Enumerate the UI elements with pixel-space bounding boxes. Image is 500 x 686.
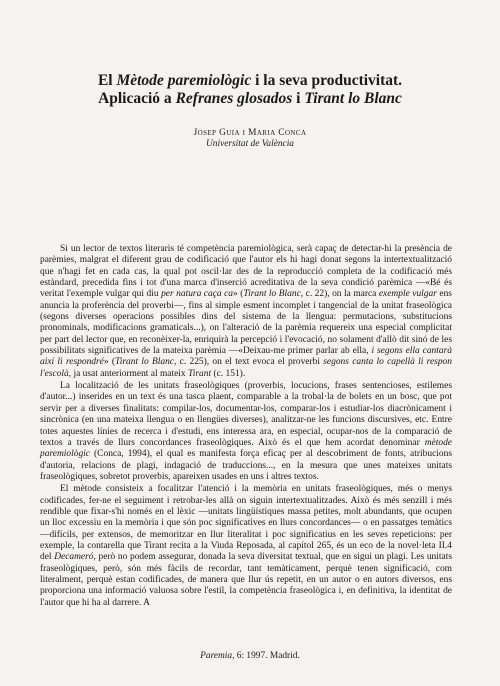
title-segment: Refranes glosados xyxy=(175,90,293,107)
paragraph-3-segment-italic: Decameró xyxy=(54,552,94,563)
paragraph-1-segment: » ( xyxy=(233,289,244,300)
title-line-1 xyxy=(40,72,460,90)
paragraph-2 xyxy=(40,381,452,483)
paragraph-3-segment: El mètode consisteix a focalitzar l'atenció i la memòria en unitats fraseològiques, més o menys codificades, fer-ne el seguiment i retrobar-les allà on siguin intertextualitzades. Això és més senzill i més rendible que fixar-s'hi només en el lèxic —unitats lingüístiques massa petites, molt abundants, que ocupen un lloc excessiu en la memòria i que són poc significatives en llurs concordances— o en passatges temàtics —difícils, per extensos, de memoritzar en llur literalitat i poc significatius en les seves repeticions: per exemple, la contarella que Tirant recita a la Viuda Reposada, al capítol 265, és un eco de la novel·leta II.4 del xyxy=(40,484,452,563)
paragraph-1-segment-italic: i segons ella cantarà així li respondré xyxy=(40,346,453,368)
paragraph-2-segment: (Conca, 1994), el qual es manifesta força eficaç per al descobriment de fonts, atribucions d'autoria, relacions de plagi, indagació de traduccions..., en la mesura que unes mateixes unitats fraseològiques, sobretot proverbis, apareixen usades en uns i altres textos. xyxy=(40,449,452,482)
title-segment: i la seva productivitat. xyxy=(251,72,403,89)
page-footer xyxy=(40,651,460,661)
paragraph-1-segment: , c. 22), on la marca xyxy=(300,289,379,300)
paragraph-1-segment: , ja usat anteriorment al mateix xyxy=(68,368,189,379)
title-segment: i xyxy=(292,90,305,107)
paragraph-1-segment: (c. 151). xyxy=(211,368,246,379)
paper-title xyxy=(40,72,460,108)
paragraph-3-segment: , però no podem assegurar, donada la seva diversitat textual, que en sigui un plagi. Les unitats fraseològiques, però, són més fàcils de recordar, tant temàticament, perquè tenen significació, com literalment, perquè estan codificades, de manera que llur ús repetit, en un autor o en autors diversos, ens proporciona una informació valuosa sobre l'estil, la competència fraseològica i, en definitiva, la identitat de l'autor que hi ha al darrere. A xyxy=(40,552,453,608)
paragraph-2-segment: La localització de les unitats fraseològiques (proverbis, locucions, frases sentencioses, estilemes d'autor...) inserides en un text és una tasca plaent, comparable a la trobal·la de bolets en un bosc, que pot servir per a diverses finalitats: compilar-los, documentar-los, comparar-los i estudiar-los diacrònicament i sincrònica (en una mateixa llengua o en llengües diverses), analitzar-ne les funcions discursives, etc. Entre totes aquestes línies de recerca i d'estudi, ens interessa ara, en especial, ocupar-nos de la comparació de textos a través de llurs concordances fraseològiques. Això és el que hem acordat denominar xyxy=(40,381,452,448)
footer-journal: Paremia xyxy=(200,651,233,661)
title-segment: Mètode paremiològic xyxy=(116,72,252,89)
author-names: Josep Guia i Maria Conca xyxy=(193,128,307,138)
title-segment: El xyxy=(97,72,117,89)
paragraph-3 xyxy=(40,484,452,609)
paragraph-1-segment-italic: Tirant lo Blanc xyxy=(243,289,301,300)
paragraph-1-segment-italic: Tirant lo Blanc xyxy=(115,357,175,368)
paragraph-1-segment-italic: Tirant xyxy=(188,368,212,379)
footer-citation: , 6: 1997. Madrid. xyxy=(232,651,300,661)
paragraph-1-segment: , c. 225), on el text evoca el proverbi xyxy=(174,357,324,368)
article-body xyxy=(40,244,452,610)
paragraph-1-segment-italic: per natura caça ca xyxy=(161,289,233,300)
paragraph-1-segment: ens anuncia la proferència del proverbi—, fins al simple esment incomplet i tangencial de la unitat fraseològica (segons diverses operacions possibles dins del sistema de la llengua: permutacions, substitucions pronominals, modificacions gramaticals...), on l'alteració de la parèmia requereix una especial complicitat per part del lector que, en reconèixer-la, enriquirà la percepció i l'evocació, no solament d'allò dit sinó de les possibilitats significatives de la mateixa parèmia —«Deixau-me primer parlar ab ella, xyxy=(40,289,452,357)
paragraph-1-segment-italic: segons canta lo capellà li respon l'escolà xyxy=(40,357,452,379)
paragraph-1 xyxy=(40,244,452,380)
paragraph-2-segment-italic: mètode paremiològic xyxy=(40,437,452,460)
title-segment: Tirant lo Blanc xyxy=(304,90,402,107)
title-line-2 xyxy=(40,90,460,108)
title-segment: Aplicació a xyxy=(98,90,176,107)
paragraph-1-segment-italic: exemple vulgar xyxy=(378,289,437,300)
paragraph-1-segment: Si un lector de textos literaris té competència paremiològica, serà capaç de detectar-hi la presència de parèmies, malgrat el diferent grau de codificació que l'autor els hi hagi donat segons la intertextualització que n'hagi fet en cada cas, la qual pot oscil·lar des de la reproducció completa de la codificació més estàndard, precedida fins i tot d'una marca d'inserció acreditativa de la seva condició parèmica —«Bé és veritat l'exemple vulgar qui diu xyxy=(40,244,452,300)
author-block xyxy=(40,128,460,150)
author-affiliation: Universitat de València xyxy=(206,139,294,149)
paragraph-1-segment: » ( xyxy=(103,357,116,368)
